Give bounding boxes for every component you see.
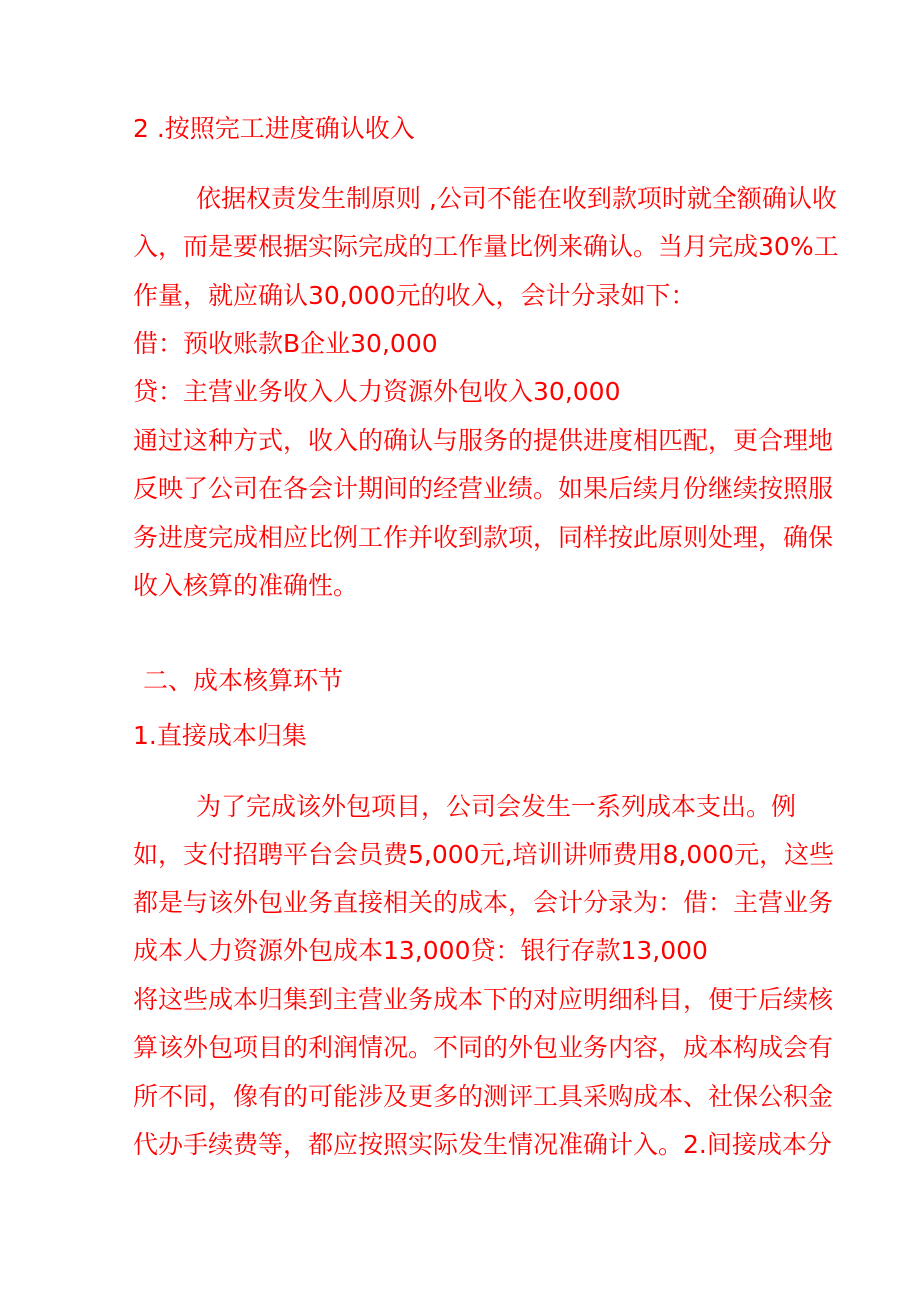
- subheading-direct-cost: 1.直接成本归集: [133, 721, 307, 750]
- paragraph-line: 通过这种方式，收入的确认与服务的提供进度相匹配，更合理地: [133, 426, 834, 455]
- journal-entry-debit: 借：预收账款B企业30,000: [133, 329, 438, 358]
- heading-completion-progress: 2 .按照完工进度确认收入: [133, 114, 415, 143]
- paragraph-line: 为了完成该外包项目，公司会发生一系列成本支出。例: [196, 792, 797, 821]
- paragraph-line: 反映了公司在各会计期间的经营业绩。如果后续月份继续按照服: [133, 474, 834, 503]
- paragraph-line: 收入核算的准确性。: [133, 571, 359, 600]
- paragraph-line: 将这些成本归集到主营业务成本下的对应明细科目，便于后续核: [133, 985, 834, 1014]
- journal-entry-credit: 贷：主营业务收入人力资源外包收入30,000: [133, 377, 621, 406]
- paragraph-line: 依据权责发生制原则 ,公司不能在收到款项时就全额确认收: [196, 184, 837, 213]
- paragraph-line: 作量，就应确认30,000元的收入，会计分录如下：: [133, 281, 696, 310]
- paragraph-line: 所不同，像有的可能涉及更多的测评工具采购成本、社保公积金: [133, 1082, 834, 1111]
- paragraph-line: 入，而是要根据实际完成的工作量比例来确认。当月完成30%工: [133, 232, 839, 261]
- paragraph-line: 如，支付招聘平台会员费5,000元,培训讲师费用8,000元，这些: [133, 840, 835, 869]
- paragraph-line: 算该外包项目的利润情况。不同的外包业务内容，成本构成会有: [133, 1033, 834, 1062]
- paragraph-line: 代办手续费等，都应按照实际发生情况准确计入。2.间接成本分: [133, 1130, 832, 1159]
- section-title-cost-accounting: 二、成本核算环节: [143, 666, 344, 695]
- paragraph-line: 都是与该外包业务直接相关的成本，会计分录为：借：主营业务: [133, 888, 834, 917]
- paragraph-line: 务进度完成相应比例工作并收到款项，同样按此原则处理，确保: [133, 523, 834, 552]
- paragraph-line: 成本人力资源外包成本13,000贷：银行存款13,000: [133, 936, 708, 965]
